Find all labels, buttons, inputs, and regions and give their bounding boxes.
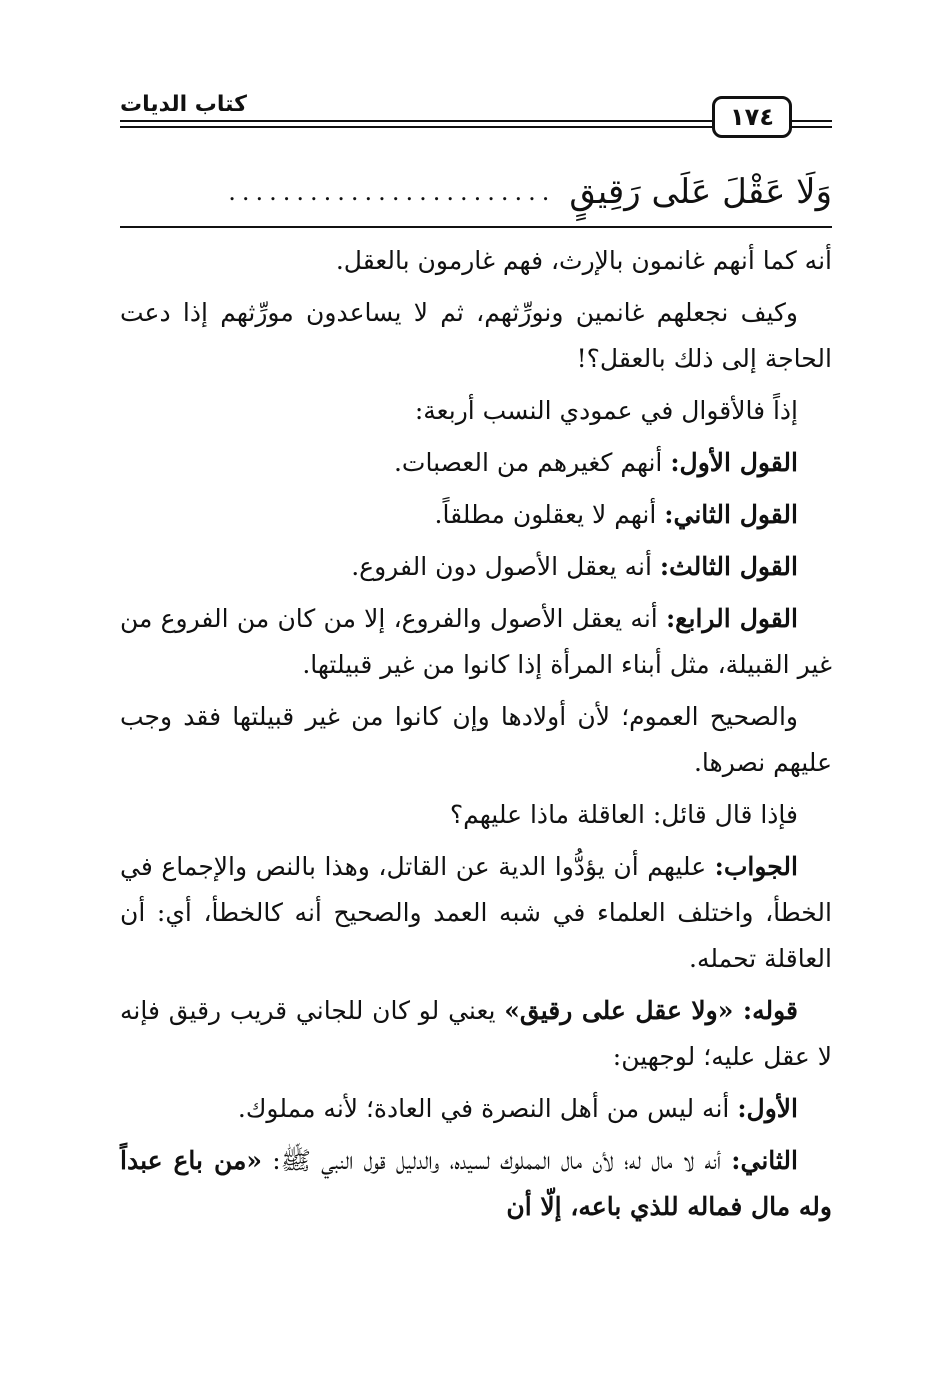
paragraph	[120, 1138, 832, 1230]
paragraph-text: يعني لو كان للجاني قريب رقيق فإنه لا عقل عليه؛ لوجهين:	[120, 996, 832, 1071]
paragraph-label: القول الرابع:	[665, 604, 798, 633]
hadith-quote: «من باع عبداً وله مال فماله للذي باعه، إلّا أن	[120, 1146, 832, 1221]
page-number: ١٧٤	[712, 96, 792, 138]
paragraph-text: عليهم أن يؤدُّوا الدية عن القاتل، وهذا بالنص والإجماع في الخطأ، واختلف العلماء في شبه العمد والصحيح أنه كالخطأ، أي: أن العاقلة تحمله.	[120, 852, 832, 973]
paragraph-text: أنه يعقل الأصول دون الفروع.	[351, 552, 660, 581]
hadith-quote: «ولا عقل على رقيق»	[504, 996, 743, 1025]
paragraph	[120, 492, 832, 538]
paragraph-label: الأول:	[737, 1094, 798, 1123]
paragraph	[120, 844, 832, 982]
paragraph	[120, 792, 832, 838]
page-header	[120, 90, 832, 150]
paragraph	[120, 388, 832, 434]
paragraph-text: أنه لا مال له؛ لأن مال المملوك لسيده، والدليل قول النبي ﷺ:	[262, 1146, 732, 1175]
paragraph-label: القول الثالث:	[659, 552, 798, 581]
paragraph	[120, 290, 832, 382]
book-title: كتاب الديات	[120, 92, 255, 117]
paragraph-label: القول الأول:	[670, 448, 798, 477]
chapter-heading-text: وَلَا عَقْلَ عَلَى رَقِيقٍ	[569, 172, 832, 212]
paragraph-text: أنهم لا يعقلون مطلقاً.	[434, 500, 665, 529]
paragraph-text: إذاً فالأقوال في عمودي النسب أربعة:	[414, 396, 798, 425]
paragraph-label: الجواب:	[714, 852, 798, 881]
paragraph	[120, 1086, 832, 1132]
paragraph-text: أنه يعقل الأصول والفروع، إلا من كان من الفروع من غير القبيلة، مثل أبناء المرأة إذا كانوا من غير قبيلتها.	[120, 604, 832, 679]
paragraph-text: أنه كما أنهم غانمون بالإرث، فهم غارمون بالعقل.	[335, 246, 832, 275]
chapter-heading	[120, 160, 832, 224]
paragraph	[120, 238, 832, 284]
paragraph-text: أنهم كغيرهم من العصبات.	[393, 448, 671, 477]
paragraph	[120, 596, 832, 688]
paragraph-label: الثاني:	[731, 1146, 798, 1175]
paragraph	[120, 988, 832, 1080]
paragraph-label: قوله:	[742, 996, 799, 1025]
paragraph-text: فإذا قال قائل: العاقلة ماذا عليهم؟	[449, 800, 798, 829]
paragraph-label: القول الثاني:	[664, 500, 798, 529]
paragraph-text: وكيف نجعلهم غانمين ونورِّثهم، ثم لا يساعدون مورِّثهم إذا دعت الحاجة إلى ذلك بالعقل؟!	[120, 298, 832, 373]
paragraph-text: أنه ليس من أهل النصرة في العادة؛ لأنه مملوك.	[237, 1094, 738, 1123]
paragraph-text: والصحيح العموم؛ لأن أولادها وإن كانوا من غير قبيلتها فقد وجب عليهم نصرها.	[120, 702, 832, 777]
paragraph	[120, 544, 832, 590]
body-text	[120, 238, 832, 1236]
chapter-rule	[120, 226, 832, 228]
paragraph	[120, 440, 832, 486]
paragraph	[120, 694, 832, 786]
chapter-heading-dots: ........................	[228, 178, 556, 206]
